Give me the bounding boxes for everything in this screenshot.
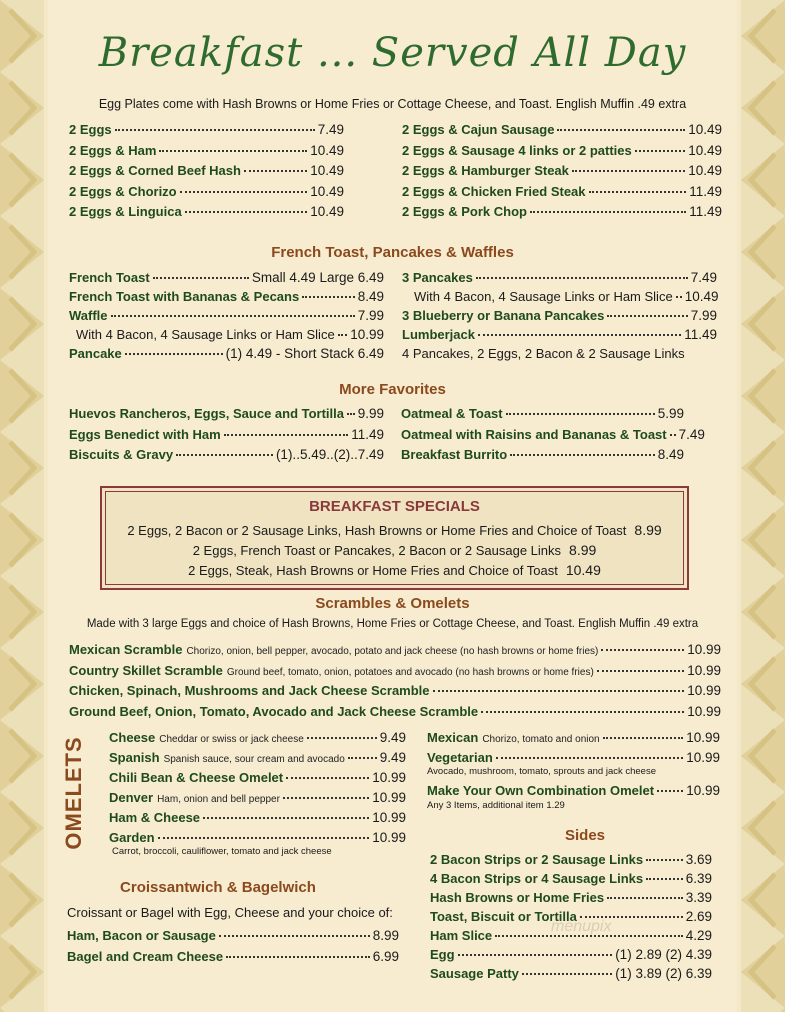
item-name: 2 Eggs & Pork Chop [402, 204, 527, 219]
menu-item [414, 289, 717, 304]
item-price: 7.99 [690, 308, 717, 323]
menu-item [430, 890, 712, 905]
breakfast-specials-box [100, 486, 689, 590]
egg-plates-note: Egg Plates come with Hash Browns or Home Fries or Cottage Cheese, and Toast. English Muffin .49 extra [98, 97, 687, 111]
item-price: 10.49 [688, 142, 722, 158]
dot-leader [348, 757, 377, 759]
item-price: 10.99 [372, 770, 406, 785]
item-name: 2 Eggs & Cajun Sausage [402, 122, 555, 137]
special-line: 2 Eggs, 2 Bacon or 2 Sausage Links, Hash Browns or Home Fries and Choice of Toast 8.99 [127, 522, 662, 538]
item-price: (1) 3.89 (2) 6.39 [615, 966, 712, 981]
more-favorites-heading: More Favorites [339, 381, 446, 398]
vegetarian-description: Avocado, mushroom, tomato, sprouts and jack cheese [427, 766, 657, 777]
dot-leader [226, 956, 370, 958]
dot-leader [506, 413, 655, 415]
menu-item [430, 947, 712, 962]
menu-item [69, 406, 384, 421]
dot-leader [510, 454, 655, 456]
item-name: 3 Blueberry or Banana Pancakes [402, 308, 605, 323]
item-price: 11.49 [689, 204, 722, 219]
item-price: 10.99 [686, 730, 720, 745]
menu-item [69, 204, 344, 219]
menu-item [69, 122, 344, 137]
item-name: Make Your Own Combination Omelet [427, 783, 655, 798]
item-price: 5.99 [657, 406, 684, 421]
item-price: 10.49 [310, 163, 344, 178]
menu-item [69, 447, 384, 462]
item-description: Spanish sauce, sour cream and avocado [163, 754, 345, 765]
item-price: 10.49 [310, 142, 344, 158]
item-price: 7.49 [690, 270, 717, 285]
item-price: 2.69 [685, 909, 712, 924]
item-price: (1)..5.49..(2)..7.49 [275, 447, 384, 462]
item-price: 10.99 [350, 327, 384, 342]
item-price: 4.29 [685, 928, 712, 943]
croissant-note: Croissant or Bagel with Egg, Cheese and your choice of: [67, 905, 393, 920]
dot-leader [115, 129, 315, 131]
dot-leader [481, 711, 684, 713]
dot-leader [111, 315, 355, 317]
menu-item [69, 184, 344, 199]
menu-item [427, 730, 720, 745]
item-price: 8.49 [657, 447, 684, 462]
special-line: 2 Eggs, Steak, Hash Browns or Home Fries and Choice of Toast 10.49 [188, 562, 601, 578]
dot-leader [286, 777, 369, 779]
dot-leader [176, 454, 273, 456]
item-name: Spanish [109, 750, 160, 765]
french-toast-heading: French Toast, Pancakes & Waffles [271, 244, 514, 261]
menu-item [69, 143, 344, 158]
item-name: Ground Beef, Onion, Tomato, Avocado and Jack Cheese Scramble [69, 703, 479, 719]
item-price: 8.49 [357, 289, 384, 304]
menu-item [69, 704, 721, 719]
scrambles-heading: Scrambles & Omelets [315, 595, 470, 612]
dot-leader [607, 897, 683, 899]
item-price: 7.49 [317, 122, 344, 137]
item-description: Chorizo, tomato and onion [482, 734, 600, 745]
dot-leader [601, 649, 684, 651]
dot-leader [635, 150, 685, 152]
item-name: Sausage Patty [430, 966, 519, 981]
dot-leader [607, 315, 687, 317]
dot-leader [153, 277, 249, 279]
dot-leader [676, 296, 682, 298]
menu-item [69, 427, 384, 442]
menu-item [109, 730, 406, 745]
item-price: 9.99 [357, 406, 384, 421]
dot-leader [219, 935, 370, 937]
item-name: Chicken, Spinach, Mushrooms and Jack Cheese Scramble [69, 683, 430, 698]
croissantwich-heading: Croissantwich & Bagelwich [120, 879, 316, 896]
menu-item [402, 122, 722, 137]
scrambles-note: Made with 3 large Eggs and choice of Hash Browns, Home Fries or Cottage Cheese, and Toast. English Muffin .49 extra [86, 618, 699, 630]
dot-leader [670, 434, 676, 436]
dot-leader [458, 954, 613, 956]
dot-leader [224, 434, 349, 436]
item-name: Bagel and Cream Cheese [67, 949, 224, 964]
item-name: Egg [430, 947, 455, 962]
item-name: Denver [109, 790, 154, 805]
menu-item [430, 966, 712, 981]
dot-leader [125, 353, 223, 355]
item-price: 10.99 [686, 783, 720, 798]
item-price: 11.49 [351, 426, 384, 442]
menu-item [69, 289, 384, 304]
item-price: 10.49 [688, 163, 722, 178]
menu-item [402, 204, 722, 219]
dot-leader [572, 170, 685, 172]
item-price: 10.99 [372, 790, 406, 805]
item-name: 2 Eggs & Chicken Fried Steak [402, 183, 586, 199]
item-name: Biscuits & Gravy [69, 447, 174, 462]
dot-leader [530, 211, 686, 213]
dot-leader [180, 191, 308, 193]
dot-leader [347, 413, 355, 415]
dot-leader [283, 797, 369, 799]
menu-item [430, 871, 712, 886]
dot-leader [589, 191, 687, 193]
item-name: 2 Eggs [69, 122, 112, 137]
menu-item [427, 783, 720, 798]
dot-leader [338, 334, 348, 336]
special-line: 2 Eggs, French Toast or Pancakes, 2 Bacon or 2 Sausage Links 8.99 [192, 542, 597, 558]
item-description: Ham, onion and bell pepper [157, 794, 280, 805]
item-price: 10.99 [686, 750, 720, 765]
sides-heading: Sides [564, 827, 606, 844]
menu-item [402, 346, 717, 361]
item-price: (1) 2.89 (2) 4.39 [615, 947, 712, 962]
right-border-pattern [741, 0, 785, 1012]
item-description: Ground beef, tomato, onion, potatoes and avocado (no hash browns or home fries) [226, 666, 594, 678]
menu-item [402, 163, 722, 178]
item-price: 7.49 [678, 426, 705, 442]
item-price: 9.49 [379, 730, 406, 745]
menu-item [67, 928, 399, 943]
menu-item [401, 447, 684, 462]
item-price: 9.49 [379, 750, 406, 765]
omelets-vertical-label: OMELETS [61, 736, 86, 850]
dot-leader [522, 973, 612, 975]
item-name: 4 Pancakes, 2 Eggs, 2 Bacon & 2 Sausage Links [402, 346, 685, 361]
item-name: 3 Pancakes [402, 270, 473, 285]
item-name: Country Skillet Scramble [69, 662, 223, 678]
item-name: Hash Browns or Home Fries [430, 890, 605, 905]
item-name: Vegetarian [427, 750, 493, 765]
item-name: Cheese [109, 730, 156, 745]
item-price: 10.49 [688, 122, 722, 137]
item-price: 11.49 [684, 327, 717, 342]
item-price: 10.99 [687, 683, 721, 698]
dot-leader [603, 737, 684, 739]
item-price: 10.99 [372, 830, 406, 845]
menu-item [69, 308, 384, 323]
menu-item [402, 308, 717, 323]
item-price: 10.49 [684, 289, 719, 304]
garden-description: Carrot, broccoli, cauliflower, tomato and jack cheese [112, 846, 332, 857]
dot-leader [646, 878, 683, 880]
item-name: Huevos Rancheros, Eggs, Sauce and Tortilla [69, 406, 344, 421]
menu-item [402, 327, 717, 342]
item-name: 2 Eggs & Corned Beef Hash [69, 163, 241, 178]
item-price: 10.99 [372, 810, 406, 825]
dot-leader [646, 859, 683, 861]
item-name: Oatmeal & Toast [401, 406, 503, 421]
dot-leader [158, 837, 370, 839]
item-price: 3.39 [685, 890, 712, 905]
dot-leader [476, 277, 688, 279]
menu-item [109, 810, 406, 825]
dot-leader [307, 737, 377, 739]
item-name: Oatmeal with Raisins and Bananas & Toast [401, 426, 667, 442]
menu-item [76, 327, 384, 342]
item-name: 4 Bacon Strips or 4 Sausage Links [430, 871, 644, 886]
item-name: 2 Eggs & Chorizo [69, 183, 177, 199]
menu-item [402, 184, 722, 199]
item-name: 2 Eggs & Linguica [69, 204, 182, 219]
menu-item [109, 790, 406, 805]
item-name: Toast, Biscuit or Tortilla [430, 909, 577, 924]
dot-leader [185, 211, 308, 213]
dot-leader [203, 817, 369, 819]
menu-title: Breakfast ... Served All Day [98, 30, 687, 76]
item-name: Mexican [427, 730, 479, 745]
item-price: 10.49 [310, 183, 344, 199]
item-name: Garden [109, 830, 155, 845]
dot-leader [244, 170, 307, 172]
menu-item [67, 949, 399, 964]
specials-title: BREAKFAST SPECIALS [309, 498, 480, 515]
item-price: 10.49 [310, 204, 344, 219]
item-name: Chili Bean & Cheese Omelet [109, 770, 284, 785]
item-price: 10.99 [687, 703, 721, 719]
item-name: Ham, Bacon or Sausage [67, 928, 216, 943]
menu-item [69, 270, 384, 285]
item-price: 3.69 [685, 852, 712, 867]
dot-leader [159, 150, 307, 152]
menu-item [401, 406, 684, 421]
item-price: 11.49 [689, 183, 722, 199]
watermark-text: menupix [551, 918, 612, 935]
item-name: 2 Bacon Strips or 2 Sausage Links [430, 852, 644, 867]
menu-item [427, 750, 720, 765]
dot-leader [478, 334, 681, 336]
item-price: 6.99 [372, 949, 399, 964]
item-name: Eggs Benedict with Ham [69, 426, 221, 442]
combo-description: Any 3 Items, additional item 1.29 [427, 800, 565, 811]
dot-leader [557, 129, 685, 131]
menu-item [69, 663, 721, 678]
item-price: Small 4.49 Large 6.49 [251, 270, 384, 285]
dot-leader [302, 296, 355, 298]
menu-item [69, 163, 344, 178]
menu-item [69, 683, 721, 698]
menu-item [401, 426, 705, 442]
item-description: Chorizo, onion, bell pepper, avocado, potato and jack cheese (no hash browns or home fries) [186, 646, 599, 657]
item-price: 8.99 [372, 928, 399, 943]
item-name: Pancake [69, 346, 122, 361]
item-name: Breakfast Burrito [401, 447, 508, 462]
menu-item [402, 143, 722, 158]
item-name: With 4 Bacon, 4 Sausage Links or Ham Slice [414, 289, 673, 304]
item-name: 2 Eggs & Ham [69, 142, 157, 158]
item-price: 10.99 [687, 662, 721, 678]
dot-leader [433, 690, 685, 692]
menu-item [109, 830, 406, 845]
item-price: (1) 4.49 - Short Stack 6.49 [225, 346, 384, 361]
menu-item [109, 770, 406, 785]
menu-item [109, 750, 406, 765]
dot-leader [597, 670, 684, 672]
item-price: 7.99 [357, 308, 384, 323]
item-name: With 4 Bacon, 4 Sausage Links or Ham Slice [76, 327, 335, 342]
item-name: French Toast with Bananas & Pecans [69, 289, 300, 304]
item-name: Ham & Cheese [109, 810, 201, 825]
menu-item [430, 852, 712, 867]
menu-page [48, 0, 737, 1012]
item-name: Lumberjack [402, 327, 475, 342]
dot-leader [496, 757, 683, 759]
left-border-pattern [0, 0, 44, 1012]
item-name: Ham Slice [430, 928, 493, 943]
item-name: Waffle [69, 308, 108, 323]
dot-leader [657, 790, 683, 792]
menu-item [69, 642, 721, 657]
item-name: Mexican Scramble [69, 642, 183, 657]
item-description: Cheddar or swiss or jack cheese [159, 734, 304, 745]
item-price: 10.99 [687, 642, 721, 657]
item-price: 6.39 [685, 871, 712, 886]
item-name: 2 Eggs & Sausage 4 links or 2 patties [402, 142, 632, 158]
menu-item [69, 346, 384, 361]
item-name: French Toast [69, 270, 150, 285]
item-name: 2 Eggs & Hamburger Steak [402, 163, 569, 178]
menu-item [402, 270, 717, 285]
